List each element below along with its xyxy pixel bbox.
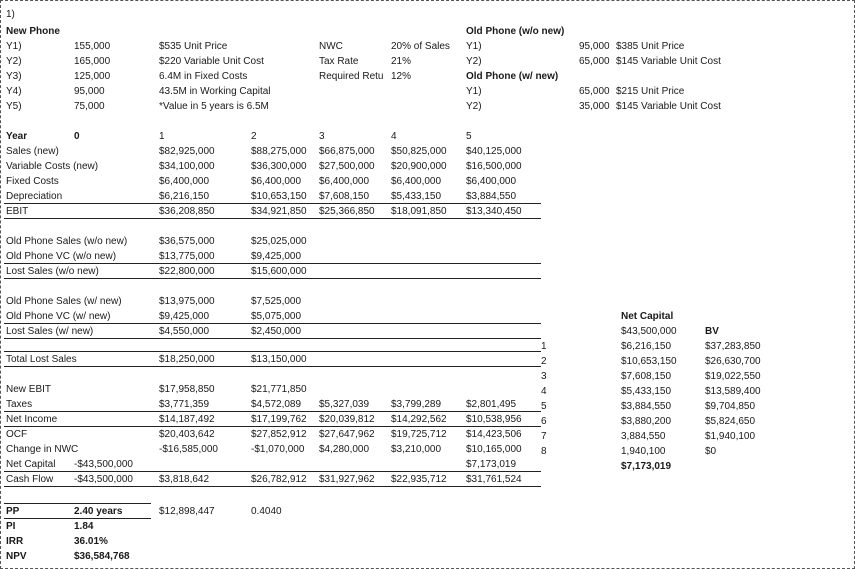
table-cell: $4,550,000 — [159, 326, 210, 337]
table-cell: $10,653,150 — [251, 191, 307, 202]
row-label: Lost Sales (w/o new) — [6, 266, 99, 277]
table-cell: -$16,585,000 — [159, 444, 218, 455]
table-cell: $4,280,000 — [319, 444, 370, 455]
row-border — [4, 426, 541, 427]
net-capital-value: $10,653,150 — [621, 356, 677, 367]
row-index: 2 — [541, 356, 547, 367]
assumption-note: 43.5M in Working Capital — [159, 86, 271, 97]
unit-volume-value: 165,000 — [74, 56, 111, 67]
table-cell: $9,425,000 — [251, 251, 302, 262]
old-phone-note: $385 Unit Price — [616, 41, 685, 52]
table-cell: $7,525,000 — [251, 296, 302, 307]
section-title-new-phone: New Phone — [6, 26, 60, 37]
year-header-cell: 3 — [319, 131, 325, 142]
book-value: $26,630,700 — [705, 356, 761, 367]
table-cell: $15,600,000 — [251, 266, 307, 277]
table-cell: $3,210,000 — [391, 444, 442, 455]
table-cell: $5,327,039 — [319, 399, 370, 410]
old-phone-units: 65,000 — [579, 86, 610, 97]
table-cell: $6,400,000 — [466, 176, 517, 187]
table-cell: $3,771,359 — [159, 399, 210, 410]
table-cell: $17,199,762 — [251, 414, 307, 425]
table-cell: $19,725,712 — [391, 429, 447, 440]
table-cell: $13,150,000 — [251, 354, 307, 365]
row-label: Cash Flow — [6, 474, 54, 485]
table-cell: $36,208,850 — [159, 206, 215, 217]
table-cell: $4,572,089 — [251, 399, 302, 410]
table-cell: $18,250,000 — [159, 354, 215, 365]
row-label: Taxes — [6, 399, 33, 410]
year-header-cell: 4 — [391, 131, 397, 142]
table-cell: $20,039,812 — [319, 414, 375, 425]
metric-value: 2.40 years — [74, 506, 123, 517]
table-cell: $13,775,000 — [159, 251, 215, 262]
table-cell: $14,292,562 — [391, 414, 447, 425]
table-cell: $6,400,000 — [319, 176, 370, 187]
row-label: Net Income — [6, 414, 58, 425]
row-label: OCF — [6, 429, 28, 440]
table-cell: $34,100,000 — [159, 161, 215, 172]
table-cell: $16,500,000 — [466, 161, 522, 172]
table-cell: $27,500,000 — [319, 161, 375, 172]
old-phone-year-label: Y2) — [466, 101, 482, 112]
net-capital-value: $6,216,150 — [621, 341, 672, 352]
table-cell: $20,900,000 — [391, 161, 447, 172]
table-cell: $22,935,712 — [391, 474, 447, 485]
net-capital-value: 3,884,550 — [621, 431, 666, 442]
parameter-value: 20% of Sales — [391, 41, 450, 52]
unit-year-label: Y1) — [6, 41, 22, 52]
metric-label: PI — [6, 521, 16, 532]
row-index: 1 — [541, 341, 547, 352]
table-cell: $3,884,550 — [466, 191, 517, 202]
row-label: Old Phone VC (w/ new) — [6, 311, 111, 322]
table-cell: $2,801,495 — [466, 399, 517, 410]
table-cell: $14,423,506 — [466, 429, 522, 440]
table-cell: $6,400,000 — [251, 176, 302, 187]
row-label: Lost Sales (w/ new) — [6, 326, 94, 337]
net-capital-value: $3,884,550 — [621, 401, 672, 412]
unit-year-label: Y5) — [6, 101, 22, 112]
assumption-note: $220 Variable Unit Cost — [159, 56, 264, 67]
old-phone-year-label: Y2) — [466, 56, 482, 67]
parameter-label: NWC — [319, 41, 343, 52]
old-phone-year-label: Y1) — [466, 41, 482, 52]
row-label: EBIT — [6, 206, 29, 217]
table-cell: $5,075,000 — [251, 311, 302, 322]
table-cell: $7,173,019 — [466, 459, 517, 470]
old-phone-with-new-header: Old Phone (w/ new) — [466, 71, 559, 82]
row-border — [4, 323, 541, 324]
unit-volume-value: 125,000 — [74, 71, 111, 82]
table-cell: $88,275,000 — [251, 146, 307, 157]
unit-volume-value: 95,000 — [74, 86, 105, 97]
unit-year-label: Y3) — [6, 71, 22, 82]
table-cell: $10,165,000 — [466, 444, 522, 455]
old-phone-year-label: Y1) — [466, 86, 482, 97]
book-value: $0 — [705, 446, 717, 457]
table-cell: $20,403,642 — [159, 429, 215, 440]
table-cell: $27,852,912 — [251, 429, 307, 440]
old-phone-note: $145 Variable Unit Cost — [616, 101, 721, 112]
table-cell: $26,782,912 — [251, 474, 307, 485]
net-capital-header: Net Capital — [621, 311, 674, 322]
table-cell: $18,091,850 — [391, 206, 447, 217]
metric-value: 36.01% — [74, 536, 108, 547]
ebit-bottom-border — [4, 218, 541, 219]
row-border — [4, 411, 541, 412]
table-cell: -$1,070,000 — [251, 444, 305, 455]
year-header-cell: 1 — [159, 131, 165, 142]
table-cell: $21,771,850 — [251, 384, 307, 395]
table-cell: $10,538,956 — [466, 414, 522, 425]
table-cell: $22,800,000 — [159, 266, 215, 277]
old-phone-units: 95,000 — [579, 41, 610, 52]
table-cell: $9,425,000 — [159, 311, 210, 322]
row-border — [4, 518, 151, 519]
parameter-label: Required Retu — [319, 71, 384, 82]
book-value: $37,283,850 — [705, 341, 761, 352]
metric-label: PP — [6, 506, 20, 517]
old-phone-note: $215 Unit Price — [616, 86, 685, 97]
parameter-value: 21% — [391, 56, 412, 67]
year-header-cell: 5 — [466, 131, 472, 142]
row-index: 4 — [541, 386, 547, 397]
row-border — [4, 338, 541, 339]
row-label: Sales (new) — [6, 146, 59, 157]
metric-value: 1.84 — [74, 521, 94, 532]
book-value: $13,589,400 — [705, 386, 761, 397]
row-border — [4, 351, 541, 352]
metric-label: NPV — [6, 551, 27, 562]
book-value: $19,022,550 — [705, 371, 761, 382]
row-label: Old Phone Sales (w/o new) — [6, 236, 128, 247]
row-index: 3 — [541, 371, 547, 382]
table-cell: $13,340,450 — [466, 206, 522, 217]
year-0-header: 0 — [74, 131, 80, 142]
year-header-cell: 2 — [251, 131, 257, 142]
row-label: New EBIT — [6, 384, 52, 395]
old-phone-units: 65,000 — [579, 56, 610, 67]
table-cell: $40,125,000 — [466, 146, 522, 157]
table-cell: $6,400,000 — [159, 176, 210, 187]
parameter-value: 12% — [391, 71, 412, 82]
parameter-label: Tax Rate — [319, 56, 359, 67]
table-cell: $31,761,524 — [466, 474, 522, 485]
table-cell: $17,958,850 — [159, 384, 215, 395]
row-border — [4, 263, 541, 264]
row-index: 8 — [541, 446, 547, 457]
net-capital-value: $3,880,200 — [621, 416, 672, 427]
payback-remaining-amount: $12,898,447 — [159, 506, 215, 517]
row-label: Total Lost Sales — [6, 354, 77, 365]
year-header: Year — [6, 131, 28, 142]
table-cell: $27,647,962 — [319, 429, 375, 440]
unit-volume-value: 155,000 — [74, 41, 111, 52]
old-phone-without-new-header: Old Phone (w/o new) — [466, 26, 565, 37]
book-value: $1,940,100 — [705, 431, 756, 442]
table-cell: $25,366,850 — [319, 206, 375, 217]
net-capital-value: $5,433,150 — [621, 386, 672, 397]
old-phone-units: 35,000 — [579, 101, 610, 112]
book-value: $9,704,850 — [705, 401, 756, 412]
table-cell: $36,300,000 — [251, 161, 307, 172]
table-cell: $2,450,000 — [251, 326, 302, 337]
unit-volume-value: 75,000 — [74, 101, 105, 112]
table-cell: $34,921,850 — [251, 206, 307, 217]
metric-value: $36,584,768 — [74, 551, 130, 562]
net-capital-total: $7,173,019 — [621, 461, 672, 472]
net-capital-value: $43,500,000 — [621, 326, 677, 337]
book-value: $5,824,650 — [705, 416, 756, 427]
old-phone-note: $145 Variable Unit Cost — [616, 56, 721, 67]
row-index: 6 — [541, 416, 547, 427]
table-cell-year0: -$43,500,000 — [74, 474, 133, 485]
table-cell: $82,925,000 — [159, 146, 215, 157]
row-label: Net Capital — [6, 459, 56, 470]
table-cell: $36,575,000 — [159, 236, 215, 247]
net-capital-value: 1,940,100 — [621, 446, 666, 457]
row-border — [4, 366, 541, 367]
row-label: Change in NWC — [6, 444, 79, 455]
row-border — [4, 503, 151, 504]
row-index: 7 — [541, 431, 547, 442]
book-value-header: BV — [705, 326, 719, 337]
table-cell: $14,187,492 — [159, 414, 215, 425]
table-cell: $3,818,642 — [159, 474, 210, 485]
table-cell: $31,927,962 — [319, 474, 375, 485]
assumption-note: $535 Unit Price — [159, 41, 228, 52]
assumption-note: 6.4M in Fixed Costs — [159, 71, 248, 82]
problem-number: 1) — [6, 9, 15, 20]
row-border — [4, 486, 541, 487]
unit-year-label: Y4) — [6, 86, 22, 97]
row-border — [4, 278, 541, 279]
table-cell-year0: -$43,500,000 — [74, 459, 133, 470]
metric-label: IRR — [6, 536, 24, 547]
row-label: Old Phone VC (w/o new) — [6, 251, 117, 262]
table-cell: $3,799,289 — [391, 399, 442, 410]
table-cell: $7,608,150 — [319, 191, 370, 202]
table-cell: $6,216,150 — [159, 191, 210, 202]
unit-year-label: Y2) — [6, 56, 22, 67]
row-label: Depreciation — [6, 191, 63, 202]
table-cell: $5,433,150 — [391, 191, 442, 202]
table-cell: $66,875,000 — [319, 146, 375, 157]
row-label: Variable Costs (new) — [6, 161, 99, 172]
payback-fraction: 0.4040 — [251, 506, 282, 517]
row-index: 5 — [541, 401, 547, 412]
table-cell: $6,400,000 — [391, 176, 442, 187]
net-capital-value: $7,608,150 — [621, 371, 672, 382]
ebit-top-border — [4, 203, 541, 204]
row-label: Old Phone Sales (w/ new) — [6, 296, 122, 307]
table-cell: $50,825,000 — [391, 146, 447, 157]
table-cell: $13,975,000 — [159, 296, 215, 307]
table-cell: $25,025,000 — [251, 236, 307, 247]
row-border — [4, 471, 541, 472]
assumption-note: *Value in 5 years is 6.5M — [159, 101, 269, 112]
row-label: Fixed Costs — [6, 176, 59, 187]
